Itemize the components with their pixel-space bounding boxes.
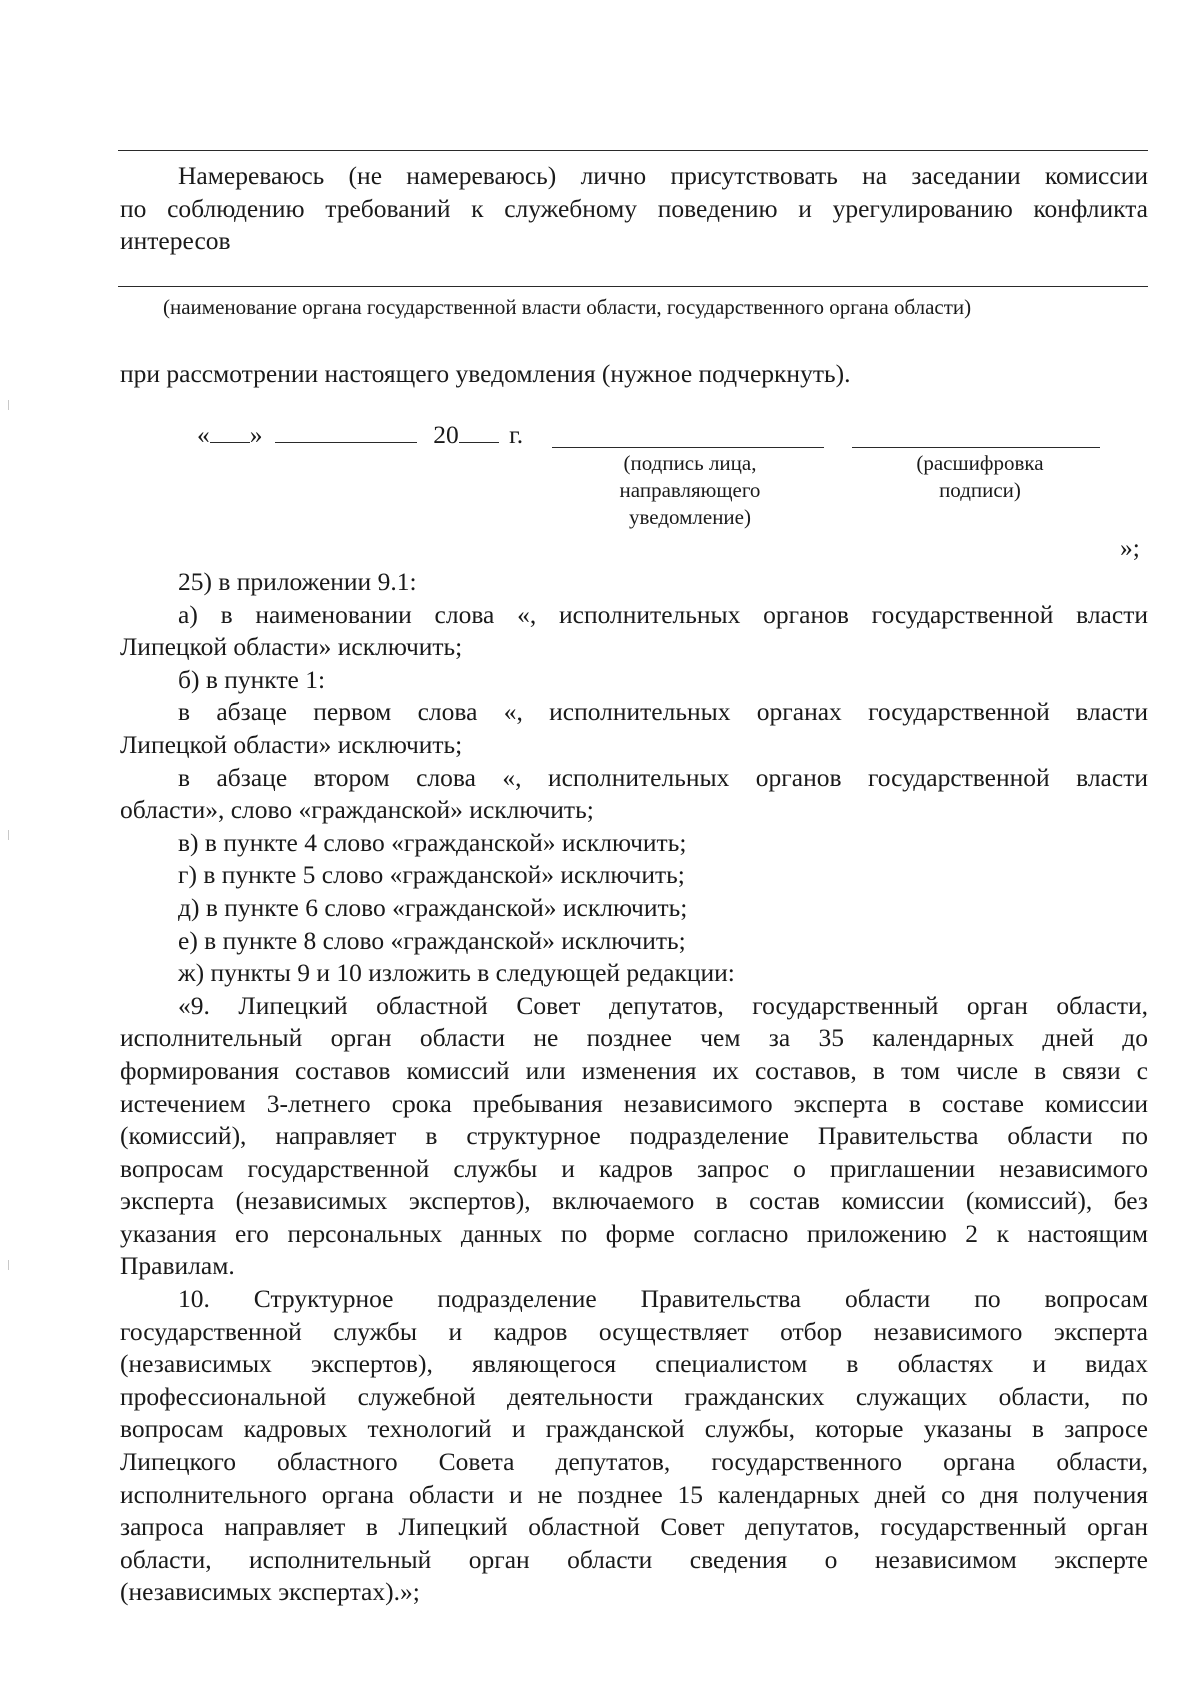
amendment-line: области», слово «гражданской» исключить; [120,795,594,825]
amendment-line: исполнительный орган области не позднее чем за 35 календарных дней до [120,1023,1148,1053]
signature-caption-line: (подпись лица, [623,451,757,475]
amendment-line: Правилам. [120,1251,235,1281]
amendment-line: эксперта (независимых экспертов), включаемого в состав комиссии (комиссий), без [120,1186,1148,1216]
amendment-line: б) в пункте 1: [178,664,326,694]
decoding-caption-line: подписи) [939,478,1021,502]
amendment-line: Липецкой области» исключить; [120,632,463,662]
decoding-caption [870,450,1090,504]
amendment-line: в абзаце втором слова «, исполнительных органов государственной власти [178,762,1148,792]
amendment-line: в абзаце первом слова «, исполнительных органах государственной власти [178,697,1148,727]
amendment-line: ж) пункты 9 и 10 изложить в следующей редакции: [178,958,735,988]
intent-line: Намереваюсь (не намереваюсь) лично присутствовать на заседании комиссии [178,161,1148,190]
closing-mark [1120,532,1140,565]
intent-line: интересов [120,226,231,256]
amendment-line: государственной службы и кадров осуществляет отбор независимого эксперта [120,1316,1148,1346]
top-rule [118,150,1148,151]
amendments-body [120,566,1148,1609]
amendment-line: 10. Структурное подразделение Правительства области по вопросам [178,1284,1148,1314]
scan-mark [8,1260,9,1270]
amendment-line: (независимых экспертов), являющегося специалистом в областях и видах [120,1349,1148,1379]
date-close-quote: » [249,420,263,449]
scan-mark [8,400,9,410]
closing-mark-text: »; [1120,533,1140,562]
signature-caption-line: уведомление) [628,505,751,529]
signature-caption-line: направляющего [619,478,761,502]
amendment-line: области, исполнительный орган области сведения о независимом эксперте [120,1544,1148,1574]
organ-caption: (наименование органа государственной власти области, государственного органа области) [163,295,972,319]
decoding-rule [852,447,1100,448]
signature-caption [580,450,800,531]
year-suffix: г. [509,420,524,449]
amendment-line: «9. Липецкий областной Совет депутатов, государственный орган области, [178,990,1148,1020]
amendment-line: истечением 3-летнего срока пребывания независимого эксперта в составе комиссии [120,1088,1148,1118]
day-blank [210,418,250,443]
intent-paragraph [120,160,1148,258]
amendment-line: профессиональной служебной деятельности гражданских служащих области, по [120,1381,1148,1411]
signature-rule [552,447,824,448]
amendment-line: вопросам государственной службы и кадров запрос о приглашении независимого [120,1153,1148,1183]
amendment-line: 25) в приложении 9.1: [178,567,417,596]
amendment-line: а) в наименовании слова «, исполнительных органов государственной власти [178,599,1148,629]
year-century: 20 [433,420,459,449]
date-open-quote: « [197,420,210,449]
organ-name-rule [118,286,1148,287]
amendment-line: Липецкой области» исключить; [120,729,463,759]
amendment-line: д) в пункте 6 слово «гражданской» исключить; [178,892,688,922]
amendment-line: (независимых экспертах).»; [120,1577,420,1607]
month-blank [275,418,417,443]
amendment-line: (комиссий), направляет в структурное подразделение Правительства области по [120,1121,1148,1151]
consideration-text: при рассмотрении настоящего уведомления (нужное подчеркнуть). [120,359,851,388]
amendment-line: исполнительного органа области и не позднее 15 календарных дней со дня получения [120,1479,1148,1509]
amendment-line: г) в пункте 5 слово «гражданской» исключить; [178,860,685,890]
year-blank [459,418,499,443]
intent-line: по соблюдению требований к служебному поведению и урегулированию конфликта [120,193,1148,223]
amendment-line: Липецкого областного Совета депутатов, государственного органа области, [120,1447,1148,1477]
amendment-line: формирования составов комиссий или изменения их составов, в том числе в связи с [120,1055,1148,1085]
scan-mark [8,830,9,840]
amendment-line: вопросам кадровых технологий и гражданской службы, которые указаны в запросе [120,1414,1148,1444]
consideration-line [120,358,1148,391]
amendment-line: указания его персональных данных по форме согласно приложению 2 к настоящим [120,1218,1148,1248]
amendment-line: в) в пункте 4 слово «гражданской» исключить; [178,827,687,857]
amendment-line: запроса направляет в Липецкий областной Совет депутатов, государственный орган [120,1512,1148,1542]
decoding-caption-line: (расшифровка [916,451,1044,475]
amendment-line: е) в пункте 8 слово «гражданской» исключить; [178,925,686,955]
date-line [197,418,523,451]
